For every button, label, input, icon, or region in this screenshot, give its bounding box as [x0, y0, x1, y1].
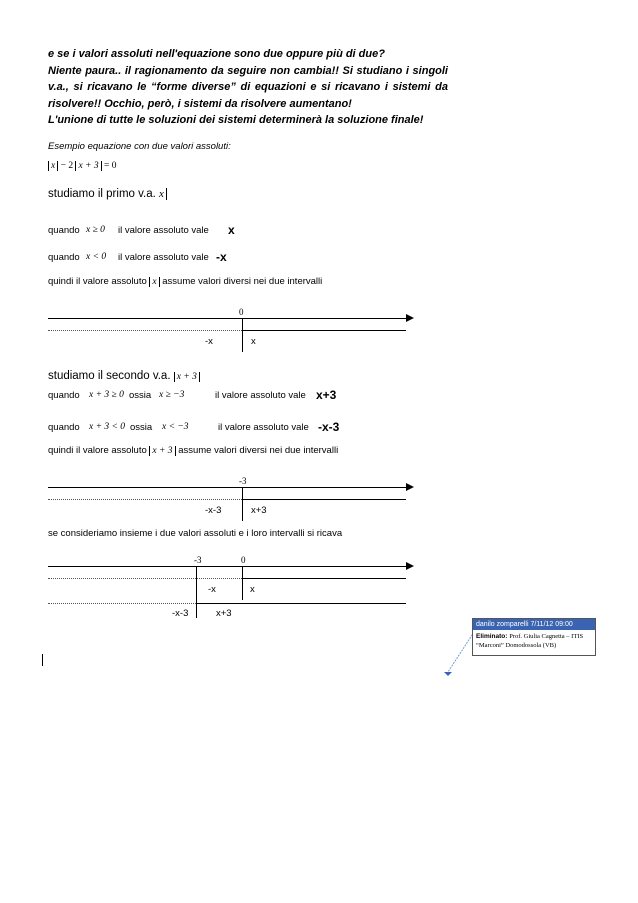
intro-line-2: Niente paura.. il ragionamento da seguire non cambia!! Si studiano i singoli v.a., si ricavano le “forme diverse” di equazioni e si ricavano i sistemi da risolvere!! Occhio, però, i sistemi da risolvere aumentano! [48, 64, 448, 110]
combined-row1-right: x [250, 584, 255, 595]
first-tick-zero: 0 [239, 307, 244, 317]
second-number-line [48, 487, 408, 488]
example-equation [48, 161, 116, 171]
combined-row2-right: x+3 [216, 608, 232, 619]
first-when-1: quando [48, 225, 80, 236]
first-dotted-line [48, 330, 242, 331]
second-solid-line [242, 499, 406, 500]
first-number-line [48, 318, 408, 319]
second-cond-1a: x + 3 ≥ 0 [89, 390, 124, 400]
first-solid-line [242, 330, 406, 331]
eq-abs-x: x [48, 161, 58, 171]
text-cursor [42, 654, 43, 666]
first-heading [48, 188, 167, 200]
second-summary [48, 445, 338, 456]
second-cond-2b: x < −3 [162, 422, 189, 432]
eq-equals-zero: = 0 [103, 161, 117, 171]
eq-abs-x-plus-3: x + 3 [75, 161, 101, 171]
second-tick-minus-three: -3 [239, 476, 247, 486]
first-right-label: x [251, 336, 256, 347]
combined-row1-solid [242, 578, 406, 579]
second-ossia-1: ossia [129, 390, 152, 401]
second-heading-text: studiamo il secondo v.a. [48, 370, 171, 382]
second-left-label: -x-3 [205, 505, 222, 516]
second-when-1: quando [48, 390, 80, 401]
second-heading [48, 370, 200, 382]
combined-divider-zero [242, 566, 243, 600]
first-arrow-icon [406, 314, 414, 322]
first-summary-var: x [149, 277, 159, 287]
revision-comment[interactable] [472, 618, 596, 656]
comment-anchor-icon [444, 672, 452, 676]
comment-label: Eliminato: [476, 633, 508, 640]
first-left-label: -x [205, 336, 213, 347]
second-val-1: x+3 [316, 388, 337, 402]
second-val-text-1: il valore assoluto vale [215, 390, 306, 401]
first-val-2: -x [216, 250, 227, 264]
second-summary-post: assume valori diversi nei due intervalli [178, 445, 339, 456]
first-val-text-1: il valore assoluto vale [118, 225, 209, 236]
second-summary-pre: quindi il valore assoluto [48, 445, 147, 456]
second-when-2: quando [48, 422, 80, 433]
intro-paragraph [48, 46, 448, 129]
comment-value: Prof. Giulia Cagnetta – ITIS “Marconi” Domodossola (VB) [476, 633, 584, 649]
first-summary-pre: quindi il valore assoluto [48, 276, 147, 287]
second-right-label: x+3 [251, 505, 267, 516]
first-val-1: x [228, 223, 235, 237]
second-cond-1b: x ≥ −3 [159, 390, 185, 400]
first-cond-1: x ≥ 0 [86, 225, 105, 235]
comment-body [473, 630, 595, 652]
combined-row2-dotted [48, 603, 196, 604]
combined-row2-solid [196, 603, 406, 604]
second-heading-var: x + 3 [174, 372, 200, 382]
comment-leader-line [448, 632, 474, 672]
comment-header: danilo zomparelli 7/11/12 09:00 [473, 619, 595, 630]
combined-row2-left: -x-3 [172, 608, 189, 619]
example-label: Esempio equazione con due valori assoluti: [48, 141, 231, 152]
first-val-text-2: il valore assoluto vale [118, 252, 209, 263]
second-divider [242, 487, 243, 521]
second-cond-2a: x + 3 < 0 [89, 422, 126, 432]
combined-tick-minus-three: -3 [194, 555, 202, 565]
second-arrow-icon [406, 483, 414, 491]
first-cond-2: x < 0 [86, 252, 107, 262]
combined-row1-dotted [48, 578, 242, 579]
second-summary-var: x + 3 [149, 446, 175, 456]
first-heading-text: studiamo il primo v.a. [48, 188, 156, 200]
combined-tick-zero: 0 [241, 555, 246, 565]
combined-number-line [48, 566, 408, 567]
second-dotted-line [48, 499, 242, 500]
combined-row1-left: -x [208, 584, 216, 595]
second-ossia-2: ossia [130, 422, 153, 433]
first-heading-var: x [159, 188, 167, 200]
combined-arrow-icon [406, 562, 414, 570]
intro-line-1: e se i valori assoluti nell'equazione sono due oppure più di due? [48, 48, 385, 60]
combined-text: se consideriamo insieme i due valori assoluti e i loro intervalli si ricava [48, 528, 343, 539]
first-summary-post: assume valori diversi nei due intervalli [162, 276, 323, 287]
first-when-2: quando [48, 252, 80, 263]
second-val-text-2: il valore assoluto vale [218, 422, 309, 433]
combined-divider-minus-three [196, 566, 197, 618]
first-divider [242, 318, 243, 352]
first-summary [48, 276, 322, 287]
eq-minus-two: − 2 [60, 161, 74, 171]
intro-line-3: L'unione di tutte le soluzioni dei sistemi determinerà la soluzione finale! [48, 114, 424, 126]
second-val-2: -x-3 [318, 420, 340, 434]
